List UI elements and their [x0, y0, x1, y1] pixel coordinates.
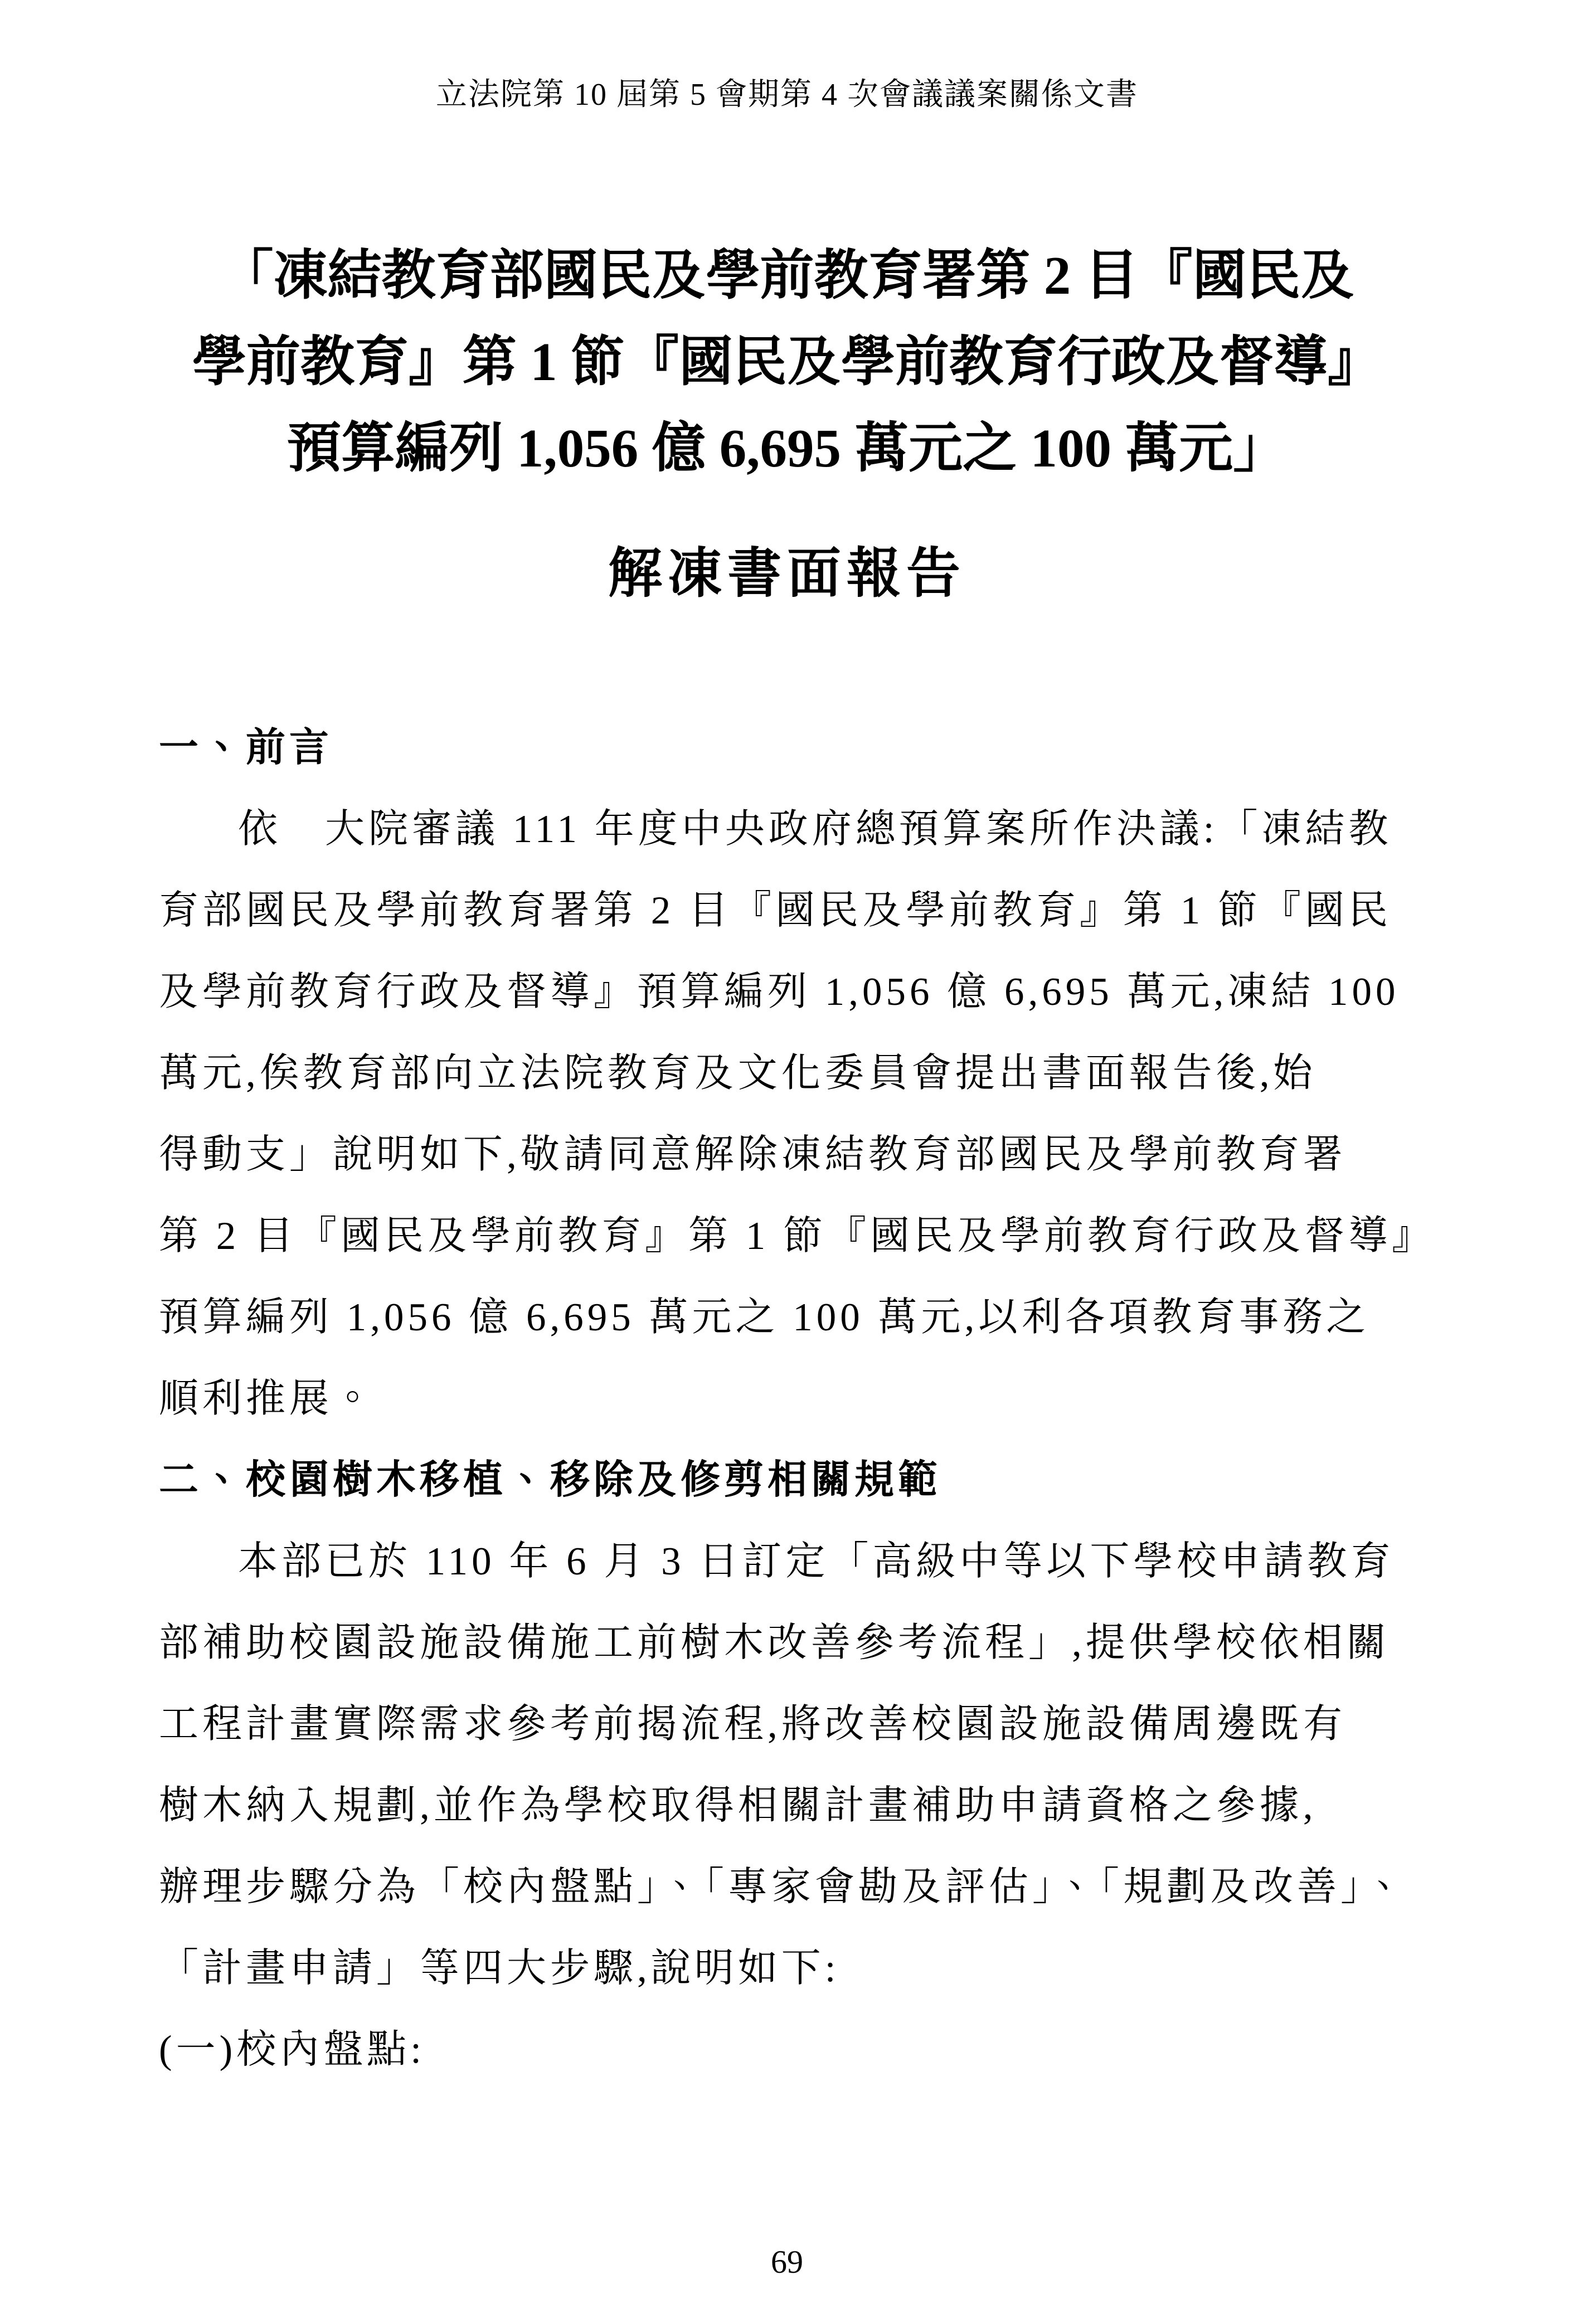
document-title — [159, 232, 1415, 492]
body-line: 預算編列 1,056 億 6,695 萬元之 100 萬元,以利各項教育事務之 — [159, 1295, 1370, 1339]
title-line: 「凍結教育部國民及學前教育署第 2 目『國民及 — [219, 245, 1355, 305]
section-heading: 一、前言 — [159, 726, 333, 770]
document-section — [159, 707, 1436, 1440]
body-line: 及學前教育行政及督導』預算編列 1,056 億 6,695 萬元,凍結 100 — [159, 970, 1400, 1014]
document-section — [159, 1440, 1415, 2090]
body-line: 育部國民及學前教育署第 2 目『國民及學前教育』第 1 節『國民 — [159, 888, 1392, 932]
body-line: 工程計畫實際需求參考前揭流程,將改善校園設施設備周邊既有 — [159, 1702, 1347, 1746]
body-line: 依 大院審議 111 年度中央政府總預算案所作決議:「凍結教 — [238, 807, 1392, 851]
body-line: 得動支」說明如下,敬請同意解除凍結教育部國民及學前教育署 — [159, 1132, 1347, 1176]
document-subtitle: 解凍書面報告 — [608, 544, 966, 604]
body-line: 「計畫申請」等四大步驟,說明如下: — [159, 1946, 840, 1990]
title-line: 學前教育』第 1 節『國民及學前教育行政及督導』 — [192, 332, 1382, 392]
body-line: 部補助校園設施設備施工前樹木改善參考流程」,提供學校依相關 — [159, 1621, 1390, 1665]
section-heading: 二、校園樹木移植、移除及修剪相關規範 — [159, 1458, 942, 1502]
body-line: 辦理步驟分為「校內盤點」、「專家會勘及評估」、「規劃及改善」、 — [159, 1865, 1408, 1909]
page-number: 69 — [771, 2244, 803, 2280]
body-line: 順利推展。 — [159, 1377, 377, 1421]
body-line: 萬元,俟教育部向立法院教育及文化委員會提出書面報告後,始 — [159, 1051, 1317, 1095]
body-line: 第 2 目『國民及學前教育』第 1 節『國民及學前教育行政及督導』 — [159, 1214, 1436, 1258]
body-line: 本部已於 110 年 6 月 3 日訂定「高級中等以下學校申請教育 — [238, 1539, 1395, 1583]
body-line: (一)校內盤點: — [159, 2028, 426, 2072]
title-line: 預算編列 1,056 億 6,695 萬元之 100 萬元」 — [286, 418, 1288, 478]
document-body — [159, 707, 1436, 2090]
document-header: 立法院第 10 屆第 5 會期第 4 次會議議案關係文書 — [436, 77, 1138, 112]
body-line: 樹木納入規劃,並作為學校取得相關計畫補助申請資格之參據, — [159, 1783, 1317, 1827]
